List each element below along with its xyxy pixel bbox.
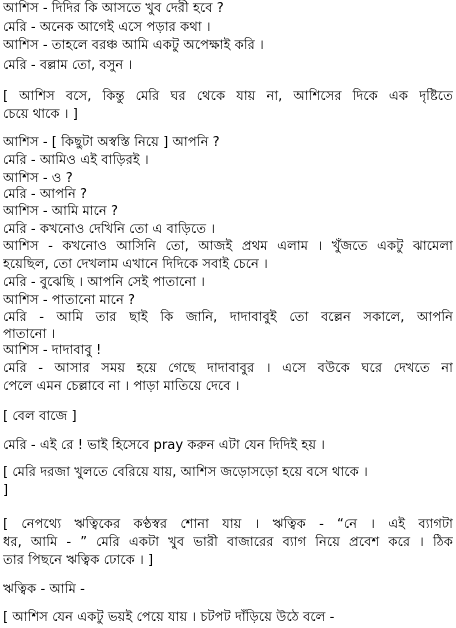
- dialogue-line: পেলে এমন চেল্লাবে না । পাড়া মাতিয়ে দেবে ।: [3, 379, 240, 394]
- dialogue-line: ঋত্বিক - আমি -: [3, 582, 85, 597]
- dialogue-line: পাতানো ।: [3, 327, 56, 342]
- dialogue-line: মেরি - এই রে ! ভাই হিসেবে pray করুন এটা যেন দিদিই হয় ।: [3, 438, 326, 453]
- stage-direction: ]: [3, 483, 9, 498]
- dialogue-line: মেরি - কখনোও দেখিনি তো এ বাড়িতে ।: [3, 222, 216, 237]
- dialogue-line: মেরি - বুঝেছি । আপনি সেই পাতানো ।: [3, 275, 206, 290]
- dialogue-line: আশিস - কখনোও আসিনি তো, আজই প্রথম এলাম । খুঁজতে একটু ঝামেলা: [3, 239, 453, 254]
- stage-direction: [ বেল বাজে ]: [3, 409, 77, 424]
- dialogue-line: আশিস - [ কিছুটা অস্বস্তি নিয়ে ] আপনি ?: [3, 135, 220, 150]
- stage-direction: [ নেপথ্যে ঋত্বিকের কণ্ঠস্বর শোনা যায় । ঋত্বিক - “নে । এই ব্যাগটা: [3, 517, 453, 532]
- stage-direction: চেয়ে থাকে । ]: [3, 107, 78, 122]
- dialogue-line: আশিস - পাতানো মানে ?: [3, 293, 136, 308]
- stage-direction: [ মেরি দরজা খুলতে বেরিয়ে যায়, আশিস জড়োসড়ো হয়ে বসে থাকে ।: [3, 465, 368, 480]
- dialogue-line: মেরি - আসার সময় হয়ে গেছে দাদাবাবুর । এসে বউকে ঘরে দেখতে না: [3, 361, 453, 376]
- dialogue-line: মেরি - আপনি ?: [3, 187, 88, 202]
- dialogue-line: মেরি - আমিও এই বাড়িরই ।: [3, 153, 149, 168]
- stage-direction: ধর, আমি - ” মেরি একটা খুব ভারী বাজারের ব্যাগ নিয়ে প্রবেশ করে । ঠিক: [3, 535, 453, 550]
- stage-direction: তার পিছনে ঋত্বিক ঢোকে । ]: [3, 553, 154, 568]
- stage-direction: [ আশিস যেন একটু ভয়ই পেয়ে যায় । চটপট দাঁড়িয়ে উঠে বলে -: [3, 610, 335, 625]
- dialogue-line: আশিস - ও ?: [3, 171, 73, 186]
- dialogue-line: আশিস - তাহলে বরঞ্চ আমি একটু অপেক্ষাই করি ।: [3, 38, 264, 53]
- dialogue-line: আশিস - দাদাবাবু !: [3, 343, 102, 358]
- dialogue-line: মেরি - বল্লাম তো, বসুন ।: [3, 58, 133, 73]
- dialogue-line: হয়েছিল, তো দেখলাম এখানে দিদিকে সবাই চেনে ।: [3, 257, 268, 272]
- dialogue-line: মেরি - অনেক আগেই এসে পড়ার কথা ।: [3, 20, 211, 35]
- dialogue-line: আশিস - আমি মানে ?: [3, 204, 118, 219]
- dialogue-line: আশিস - দিদির কি আসতে খুব দেরী হবে ?: [3, 1, 224, 16]
- stage-direction: [ আশিস বসে, কিন্তু মেরি ঘর থেকে যায় না, আশিসের দিকে এক দৃষ্টিতে: [3, 89, 453, 104]
- dialogue-line: মেরি - আমি তার ছাই কি জানি, দাদাবাবুই তো বল্লেন সকালে, আপনি: [3, 310, 453, 325]
